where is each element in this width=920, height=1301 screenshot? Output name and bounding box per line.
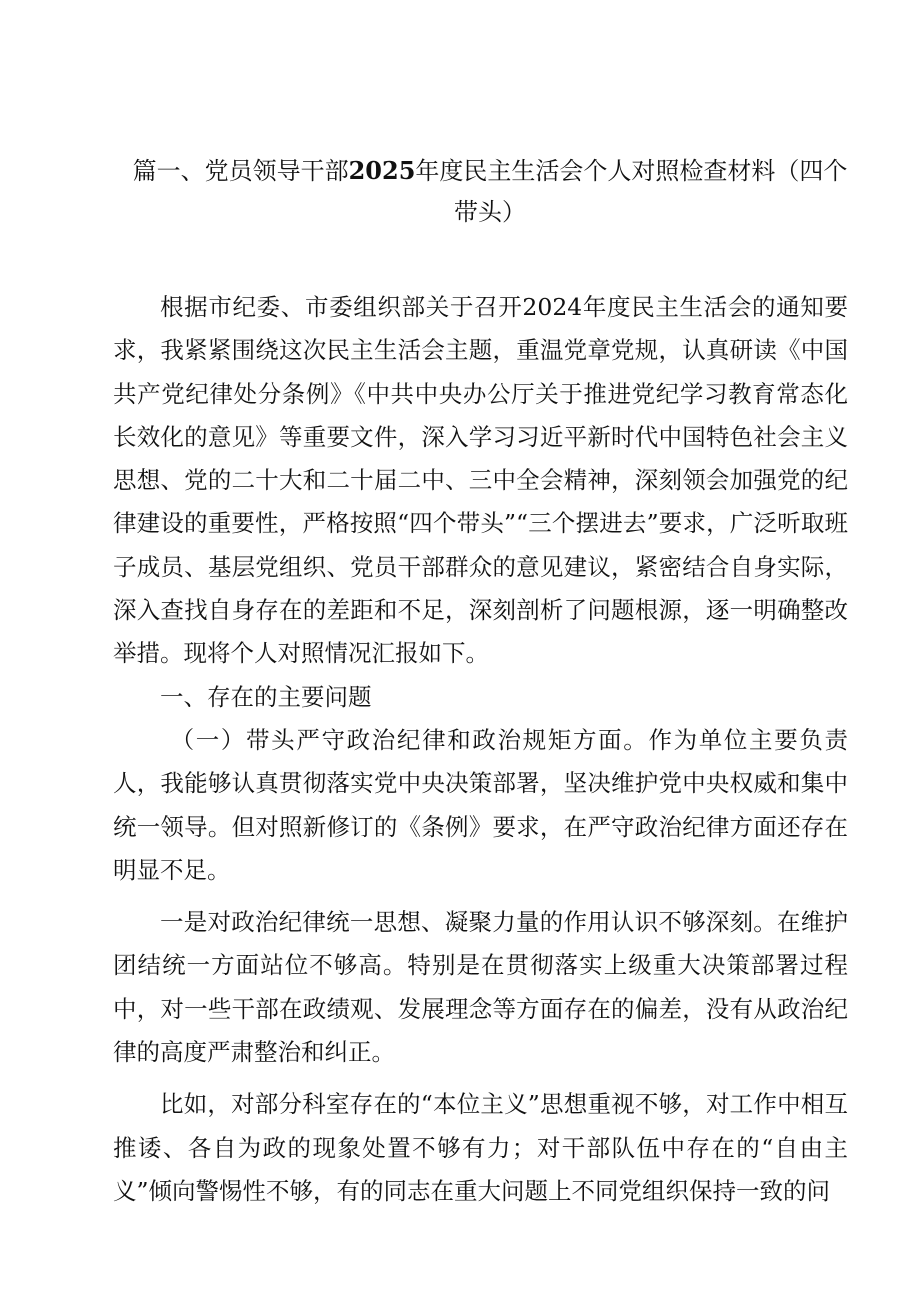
document-title [110, 150, 870, 233]
document-body [113, 286, 848, 1213]
title-line-2: 带头） [454, 198, 526, 226]
title-prefix: 篇一、党员领导干部 [132, 157, 349, 185]
example-paragraph: 比如，对部分科室存在的“本位主义”思想重视不够，对工作中相互推诿、各自为政的现象处置不够有力；对干部队伍中存在的“自由主义”倾向警惕性不够，有的同志在重大问题上不同党组织保持一致的问 [113, 1090, 848, 1205]
subsection-paragraph: （一）带头严守政治纪律和政治规矩方面。作为单位主要负责人，我能够认真贯彻落实党中央决策部署，坚决维护党中央权威和集中统一领导。但对照新修订的《条例》要求，在严守政治纪律方面还存在明显不足。 [113, 725, 848, 884]
section-heading: 一、存在的主要问题 [160, 682, 372, 711]
point-one-paragraph: 一是对政治纪律统一思想、凝聚力量的作用认识不够深刻。在维护团结统一方面站位不够高。特别是在贯彻落实上级重大决策部署过程中，对一些干部在政绩观、发展理念等方面存在的偏差，没有从政治纪律的高度严肃整治和纠正。 [113, 908, 848, 1067]
intro-paragraph: 根据市纪委、市委组织部关于召开2024年度民主生活会的通知要求，我紧紧围绕这次民主生活会主题，重温党章党规，认真研读《中国共产党纪律处分条例》《中共中央办公厅关于推进党纪学习教育常态化长效化的意见》等重要文件，深入学习习近平新时代中国特色社会主义思想、党的二十大和二十届二中、三中全会精神，深刻领会加强党的纪律建设的重要性，严格按照“四个带头”“三个摆进去”要求，广泛听取班子成员、基层党组织、党员干部群众的意见建议，紧密结合自身实际，深入查找自身存在的差距和不足，深刻剖析了问题根源，逐一明确整改举措。现将个人对照情况汇报如下。 [113, 293, 848, 668]
title-year: 2025 [348, 156, 416, 185]
title-suffix: 年度民主生活会个人对照检查材料（四个 [415, 157, 848, 185]
